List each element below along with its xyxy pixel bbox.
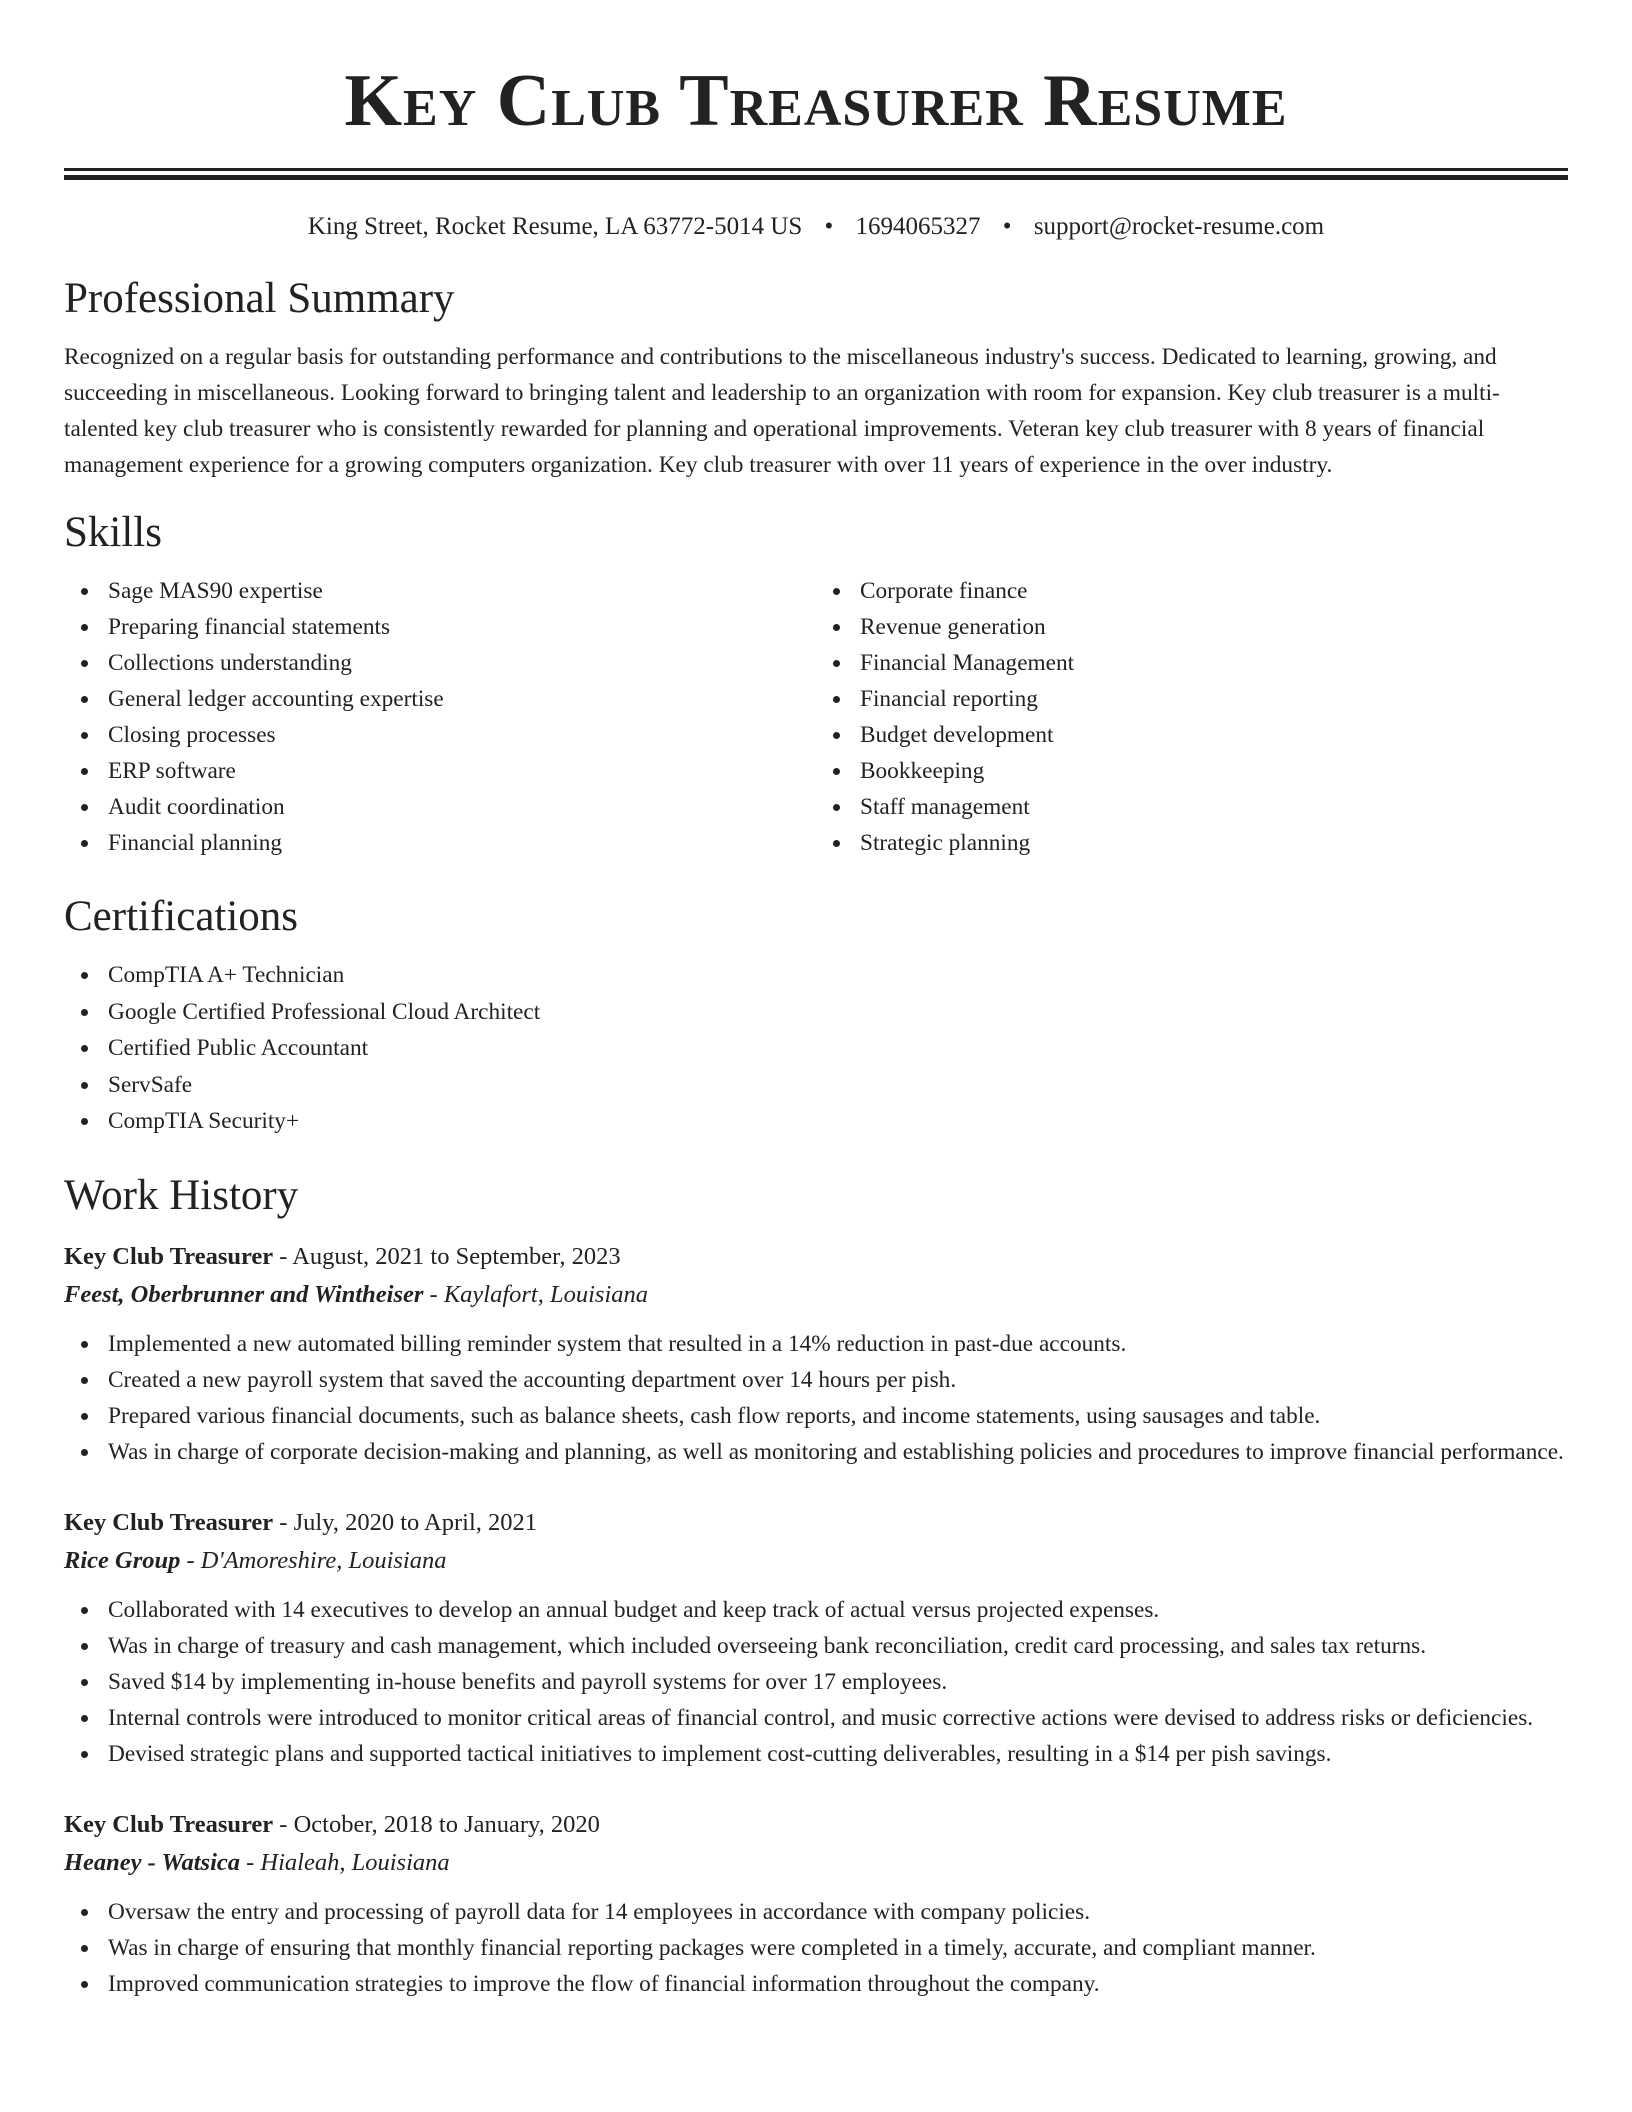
job-location: - D'Amoreshire, Louisiana	[180, 1546, 447, 1574]
resume-page	[64, 0, 1568, 2002]
skill-item: Corporate finance	[860, 573, 1568, 609]
skill-item: Financial planning	[108, 825, 816, 861]
skill-item: Financial Management	[860, 645, 1568, 681]
job-company-line	[64, 1542, 1568, 1580]
job-role: Key Club Treasurer	[64, 1242, 274, 1270]
job-bullet: Oversaw the entry and processing of payroll data for 14 employees in accordance with company policies.	[108, 1894, 1568, 1930]
contact-phone: 1694065327	[855, 213, 981, 240]
contact-email: support@rocket-resume.com	[1033, 213, 1325, 240]
skill-item: Sage MAS90 expertise	[108, 573, 816, 609]
section-heading-certifications: Certifications	[64, 893, 299, 940]
certifications-list	[64, 957, 1568, 1140]
section-heading-work-history: Work History	[64, 1171, 299, 1219]
job-bullet: Improved communication strategies to improve the flow of financial information throughout the company.	[108, 1966, 1568, 2002]
skill-item: Preparing financial statements	[108, 609, 816, 645]
job-bullet: Implemented a new automated billing reminder system that resulted in a 14% reduction in past-due accounts.	[108, 1326, 1568, 1362]
skill-item: Collections understanding	[108, 645, 816, 681]
contact-separator: •	[1002, 213, 1012, 240]
skill-item: Financial reporting	[860, 681, 1568, 717]
job-bullets	[64, 1894, 1568, 2002]
job-entry	[64, 1806, 1568, 2002]
job-bullet: Devised strategic plans and supported tactical initiatives to implement cost-cutting deliverables, resulting in a $14 per pish savings.	[108, 1736, 1568, 1772]
certification-item: Google Certified Professional Cloud Architect	[108, 994, 1568, 1031]
job-company: Heaney - Watsica	[64, 1848, 241, 1876]
job-company: Rice Group	[64, 1546, 181, 1574]
job-entry	[64, 1504, 1568, 1772]
skill-item: Revenue generation	[860, 609, 1568, 645]
job-role: Key Club Treasurer	[64, 1810, 274, 1838]
skill-item: Audit coordination	[108, 789, 816, 825]
skill-item: Closing processes	[108, 717, 816, 753]
contact-address: King Street, Rocket Resume, LA 63772-5014 US	[307, 213, 803, 240]
skill-item: ERP software	[108, 753, 816, 789]
section-heading-skills: Skills	[64, 509, 162, 556]
certification-item: CompTIA A+ Technician	[108, 957, 1568, 994]
job-bullets	[64, 1592, 1568, 1772]
title-double-rule	[64, 168, 1568, 171]
skills-list-left	[64, 573, 816, 861]
resume-title: Key Club Treasurer Resume	[344, 60, 1288, 142]
job-title-line	[64, 1238, 1568, 1276]
job-bullet: Was in charge of treasury and cash management, which included overseeing bank reconciliation, credit card processing, and sales tax returns.	[108, 1628, 1568, 1664]
job-company: Feest, Oberbrunner and Wintheiser	[64, 1280, 424, 1308]
job-title-line	[64, 1806, 1568, 1844]
job-location: - Hialeah, Louisiana	[240, 1848, 450, 1876]
job-bullet: Internal controls were introduced to monitor critical areas of financial control, and music corrective actions were devised to address risks or deficiencies.	[108, 1700, 1568, 1736]
job-entry	[64, 1238, 1568, 1470]
summary-text: Recognized on a regular basis for outstanding performance and contributions to the miscellaneous industry's success. Dedicated to learning, growing, and succeeding in miscellaneous. Looking forward to bringing talent and leadership to an organization with room for expansion. Key club treasurer is a multi-talented key club treasurer who is consistently rewarded for planning and operational improvements. Veteran key club treasurer with 8 years of financial management experience for a growing computers organization. Key club treasurer with over 11 years of experience in the over industry.	[64, 344, 1500, 478]
skill-item: General ledger accounting expertise	[108, 681, 816, 717]
job-bullet: Created a new payroll system that saved the accounting department over 14 hours per pish.	[108, 1362, 1568, 1398]
skill-item: Budget development	[860, 717, 1568, 753]
skill-item: Staff management	[860, 789, 1568, 825]
skill-item: Bookkeeping	[860, 753, 1568, 789]
job-dates: - October, 2018 to January, 2020	[273, 1810, 600, 1838]
certification-item: Certified Public Accountant	[108, 1030, 1568, 1067]
contact-separator: •	[824, 213, 834, 240]
skills-list-right	[816, 573, 1568, 861]
job-bullet: Was in charge of ensuring that monthly financial reporting packages were completed in a timely, accurate, and compliant manner.	[108, 1930, 1568, 1966]
job-bullet: Was in charge of corporate decision-making and planning, as well as monitoring and establishing policies and procedures to improve financial performance.	[108, 1434, 1568, 1470]
job-company-line	[64, 1844, 1568, 1882]
job-bullets	[64, 1326, 1568, 1470]
job-title-line	[64, 1504, 1568, 1542]
job-role: Key Club Treasurer	[64, 1508, 274, 1536]
certification-item: ServSafe	[108, 1067, 1568, 1104]
job-company-line	[64, 1276, 1568, 1314]
job-bullet: Saved $14 by implementing in-house benefits and payroll systems for over 17 employees.	[108, 1664, 1568, 1700]
job-location: - Kaylafort, Louisiana	[423, 1280, 649, 1308]
certification-item: CompTIA Security+	[108, 1103, 1568, 1140]
job-bullet: Prepared various financial documents, such as balance sheets, cash flow reports, and income statements, using sausages and table.	[108, 1398, 1568, 1434]
skills-columns	[64, 573, 1568, 861]
job-dates: - August, 2021 to September, 2023	[273, 1242, 621, 1270]
job-bullet: Collaborated with 14 executives to develop an annual budget and keep track of actual versus projected expenses.	[108, 1592, 1568, 1628]
skill-item: Strategic planning	[860, 825, 1568, 861]
section-heading-summary: Professional Summary	[64, 275, 455, 322]
job-dates: - July, 2020 to April, 2021	[273, 1508, 538, 1536]
contact-line	[64, 211, 1568, 243]
